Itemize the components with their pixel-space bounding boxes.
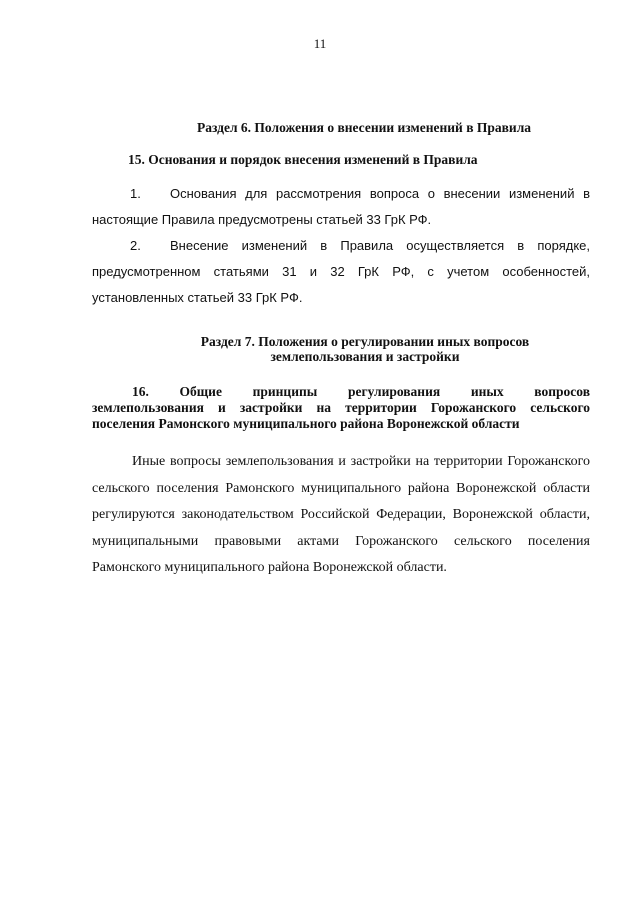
section-7-heading-line-2: землепользования и застройки [270, 349, 460, 364]
article-15-item-2 [92, 233, 590, 311]
item-number: 2. [130, 238, 141, 253]
article-16-body: Иные вопросы землепользования и застройки на территории Горожанского сельского поселения Рамонского муниципального района Воронежской области регулируются законодательством Российской Федерации, Воронежской области, муниципальными правовыми актами Горожанского сельского поселения Рамонского муниципального района Воронежской области. [92, 454, 590, 575]
item-text: Внесение изменений в Правила осуществляется в порядке, предусмотренном статьями 31 и 32 ГрК РФ, с учетом особенностей, установленных статьей 33 ГрК РФ. [92, 238, 590, 305]
article-16-heading-rest: землепользования и застройки на территории Горожанского сельского поселения Рамонского муниципального района Воронежской области [92, 400, 590, 431]
item-text: Основания для рассмотрения вопроса о внесении изменений в настоящие Правила предусмотрены статьей 33 ГрК РФ. [92, 186, 590, 227]
item-number: 1. [130, 186, 141, 201]
article-15-item-1 [92, 181, 590, 233]
article-15-heading: 15. Основания и порядок внесения изменений в Правила [128, 152, 478, 167]
section-7-heading-line-1: Раздел 7. Положения о регулировании иных вопросов [200, 334, 530, 349]
page-number: 11 [313, 36, 327, 51]
article-16-heading-line-1: 16. Общие принципы регулирования иных вопросов [132, 384, 590, 399]
section-6-heading: Раздел 6. Положения о внесении изменений в Правила [196, 120, 532, 135]
article-16-heading [92, 384, 590, 432]
section-7-heading [160, 334, 570, 364]
